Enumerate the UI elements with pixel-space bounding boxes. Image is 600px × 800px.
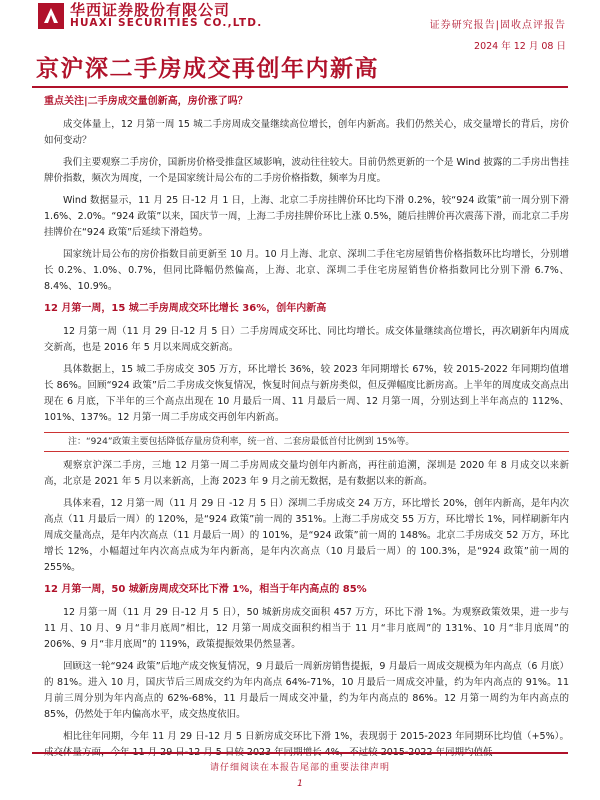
page-number: 1 [297, 779, 303, 789]
paragraph: 观察京沪深二手房，三地 12 月第一周二手房周成交量均创年内新高，再往前追溯，深圳是 2020 年 8 月成交以来新高，北京是 2021 年 5 月以来新高，上海 2023 年 9 月之前无数据，是有数据以来的新高。 [44, 460, 569, 487]
paragraph: 具体数据上，15 城二手房成交 305 万方，环比增长 36%，较 2023 年同期增长 67%，较 2015-2022 年同期均值增长 86%。回顾“924 政策”后二手房成交恢复情况，恢复时间点与新房类似，但反弹幅度比新房高。上半年的周度成交高点出现在 6 月底，下半年的三个高点出现在 10 月最后一周、11 月最后一周、12 月第一周，分别达到上半年高点的 112%、101%、137%。12 月第一周二手房成交再创年内新高。 [44, 364, 569, 423]
legal-disclaimer: 请仔细阅读在本报告尾部的重要法律声明 [209, 763, 390, 773]
section-heading-newhouse: 12 月第一周，50 城新房周成交环比下滑 1%，相当于年内高点的 85% [44, 584, 367, 595]
paragraph: 我们主要观察二手房价，国新房价格受推盘区域影响，波动往往较大。目前仍然更新的一个是 Wind 披露的二手房出售挂牌价指数，频次为周度，一个是国家统计局公布的二手房价格指数，频率为月度。 [44, 157, 569, 184]
company-name-cn: 华西证券股份有限公司 [70, 1, 231, 19]
paragraph: 相比往年同期，今年 11 月 29 日-12 月 5 日新房成交环比下滑 1%，表现弱于 2015-2023 年同期环比均值（+5%）。 [63, 731, 569, 742]
policy-note: 注：“924”政策主要包括降低存量房贷利率，统一首、二套房最低首付比例到 15%等。 [44, 432, 569, 452]
section-heading-secondhand: 12 月第一周，15 城二手房周成交环比增长 36%，创年内新高 [44, 303, 327, 314]
report-body [44, 91, 569, 767]
page-title: 京沪深二手房成交再创年内新高 [36, 56, 379, 82]
company-name-en: HUAXI SECURITIES CO.,LTD. [70, 17, 263, 29]
paragraph: 具体来看，12 月第一周（11 月 29 日 -12 月 5 日）深圳二手房成交 24 万方，环比增长 20%，创年内新高，是年内次高点（11 月最后一周）的 120%，是“924 政策”前一周的 351%。上海二手房成交 55 万方，环比增长 1%，同样刷新年内周成交量高点，是年内次高点（11 月最后一周）的 101%，是“924 政策”前一周的 148%。北京二手房成交 52 万方，环比增长 12%，小幅超过年内次高点成为年内新高，是年内次高点（10 月最后一周）的 100.3%，是“924 政策”前一周的 255%。 [44, 498, 569, 573]
huaxi-logo-icon [38, 3, 64, 29]
section-heading-focus: 重点关注|二手房成交量创新高，房价涨了吗？ [44, 96, 248, 107]
title-divider [32, 86, 568, 88]
paragraph: 成交体量上，12 月第一周 15 城二手房周成交量继续高位增长，创年内新高。我们仍然关心，成交量增长的背后，房价如何变动？ [44, 119, 569, 146]
paragraph: 国家统计局公布的房价指数目前更新至 10 月。10 月上海、北京、深圳二手住宅房屋销售价格指数环比均增长，分别增长 0.2%、1.0%、0.7%，但同比降幅仍然偏高，上海、北京、深圳二手住宅房屋销售价格指数同比分别下滑 6.7%、8.4%、10.9%。 [44, 249, 569, 292]
paragraph: 回顾这一轮“924 政策”后地产成交恢复情况，9 月最后一周新房销售提振，9 月最后一周成交规模为年内高点（6 月底）的 81%。进入 10 月，国庆节后三周成交约为年内高点 64%-71%，10 月最后一周成交冲量，约为年内高点的 91%。11 月前三周分别为年内高点的 62%-68%，11 月最后一周成交冲量，约为年内高点的 86%。12 月第一周约为年内高点的 85%，仍然处于年内偏高水平，成交热度依旧。 [44, 661, 569, 720]
footer-divider [32, 752, 568, 754]
paragraph: Wind 数据显示，11 月 25 日-12 月 1 日，上海、北京二手房挂牌价环比均下滑 0.2%，较“924 政策”前一周分别下滑 1.6%、2.0%。“924 政策”以来，国庆节一周，上海二手房挂牌价环比上涨 0.5%，随后挂牌价再次震荡下滑，而北京二手房挂牌价在“924 政策”后延续下滑趋势。 [44, 195, 569, 238]
paragraph: 12 月第一周（11 月 29 日-12 月 5 日）二手房周成交环比、同比均增长。成交体量继续高位增长，再次刷新年内周成交新高，也是 2016 年 5 月以来周成交新高。 [44, 326, 569, 353]
paragraph: 12 月第一周（11 月 29 日-12 月 5 日），50 城新房成交面积 457 万方，环比下滑 1%。为观察政策效果，进一步与 11 月、10 月、9 月“非月底周”相比，12 月第一周成交面积约相当于 11 月“非月底周”的 131%、10 月“非月底周”的 206%、9 月“非月底周”的 119%，政策提振效果仍然显著。 [44, 607, 569, 650]
report-header [0, 0, 600, 50]
report-type-label: 证券研究报告|固收点评报告 [429, 20, 566, 31]
report-date: 2024 年 12 月 08 日 [474, 41, 566, 52]
